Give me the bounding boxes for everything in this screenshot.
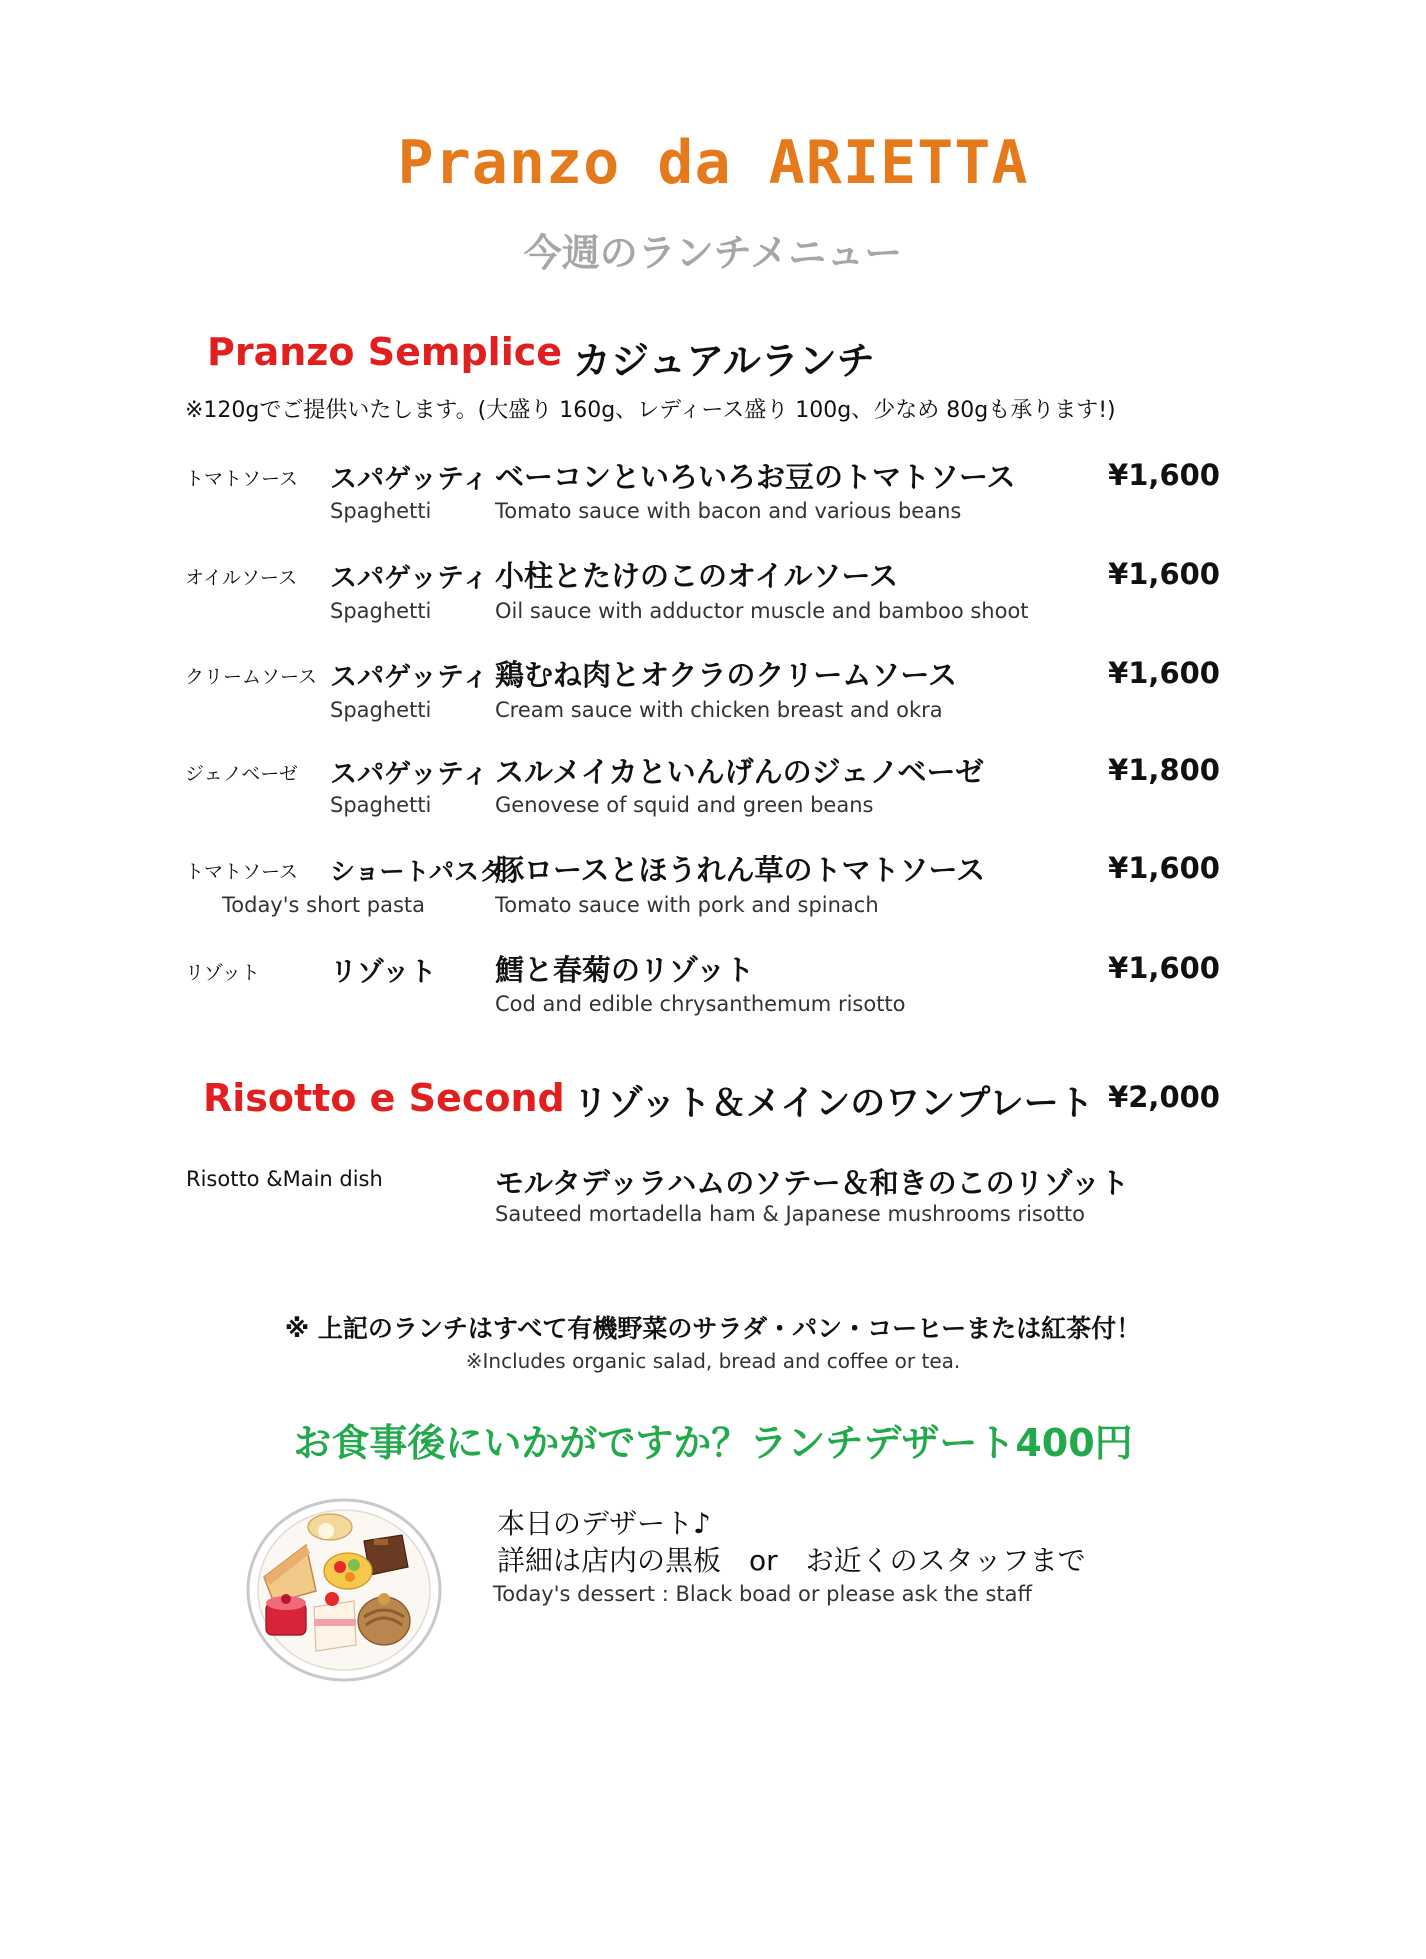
item-type: ショートパスタ [330, 857, 505, 886]
item-name-jp: 鱈と春菊のリゾット [495, 953, 755, 987]
item-price: ¥1,600 [1108, 656, 1220, 690]
item-price: ¥1,600 [1108, 951, 1220, 985]
item-type-en: Spaghetti [330, 793, 432, 817]
item-name-en: Genovese of squid and green beans [495, 793, 874, 817]
item-type: リゾット [330, 957, 437, 988]
item-type: スパゲッティ [330, 759, 489, 790]
item-price: ¥1,600 [1108, 851, 1220, 885]
item-type-en: Today's short pasta [222, 893, 426, 917]
section2-name-jp: モルタデッラハムのソテー＆和きのこのリゾット [495, 1166, 1129, 1200]
section2-category: Risotto &Main dish [186, 1167, 383, 1191]
includes-note-jp: ※ 上記のランチはすべて有機野菜のサラダ・パン・コーヒーまたは紅茶付！ [284, 1314, 1142, 1343]
item-name-jp: 小柱とたけのこのオイルソース [495, 559, 899, 593]
section2-price: ¥2,000 [1108, 1080, 1220, 1114]
item-type-en: Spaghetti [330, 698, 432, 722]
item-type: スパゲッティ [330, 563, 489, 594]
item-name-en: Cream sauce with chicken breast and okra [495, 698, 943, 722]
section1-title-jp: カジュアルランチ [573, 339, 875, 383]
item-price: ¥1,800 [1108, 753, 1220, 787]
section2-name-en: Sauteed mortadella ham & Japanese mushrooms risotto [495, 1202, 1086, 1226]
item-category: クリームソース [185, 666, 318, 688]
item-name-en: Oil sauce with adductor muscle and bamboo shoot [495, 599, 1029, 623]
item-name-jp: ベーコンといろいろお豆のトマトソース [495, 460, 1016, 494]
dessert-plate-icon [244, 1495, 444, 1685]
dessert-line2: 詳細は店内の黒板 or お近くのスタッフまで [497, 1544, 1086, 1577]
item-type-en: Spaghetti [330, 599, 432, 623]
dessert-heading: お食事後にいかがですか？ランチデザート400円 [293, 1421, 1133, 1465]
section2-title-it: Risotto e Second [203, 1076, 565, 1120]
section2-title-jp: リゾット＆メインのワンプレート [573, 1084, 1094, 1124]
portion-note: ※120gでご提供いたします。(大盛り 160g、レディース盛り 100g、少なめ 80gも承ります!) [185, 398, 1116, 423]
item-type: スパゲッティ [330, 464, 489, 495]
item-category: リゾット [185, 962, 260, 984]
item-category: トマトソース [185, 468, 299, 490]
item-name-jp: スルメイカといんげんのジェノベーゼ [495, 755, 984, 789]
dessert-line-en: Today's dessert : Black boad or please ask the staff [493, 1582, 1032, 1606]
includes-note-en: ※Includes organic salad, bread and coffee or tea. [465, 1349, 961, 1373]
item-category: ジェノベーゼ [185, 763, 298, 785]
item-name-en: Cod and edible chrysanthemum risotto [495, 992, 906, 1016]
item-name-jp: 豚ロースとほうれん草のトマトソース [495, 853, 986, 887]
dessert-line1: 本日のデザート♪ [497, 1507, 711, 1540]
item-name-en: Tomato sauce with bacon and various beans [495, 499, 962, 523]
item-category: トマトソース [185, 861, 299, 883]
page-title: Pranzo da ARIETTA [397, 128, 1029, 198]
item-price: ¥1,600 [1108, 557, 1220, 591]
item-type-en: Spaghetti [330, 499, 432, 523]
item-type: スパゲッティ [330, 662, 489, 693]
section1-title-it: Pranzo Semplice [207, 330, 563, 374]
item-name-en: Tomato sauce with pork and spinach [495, 893, 879, 917]
page-subtitle: 今週のランチメニュー [523, 231, 903, 275]
item-name-jp: 鶏むね肉とオクラのクリームソース [495, 658, 957, 692]
item-category: オイルソース [185, 567, 298, 589]
item-price: ¥1,600 [1108, 458, 1220, 492]
